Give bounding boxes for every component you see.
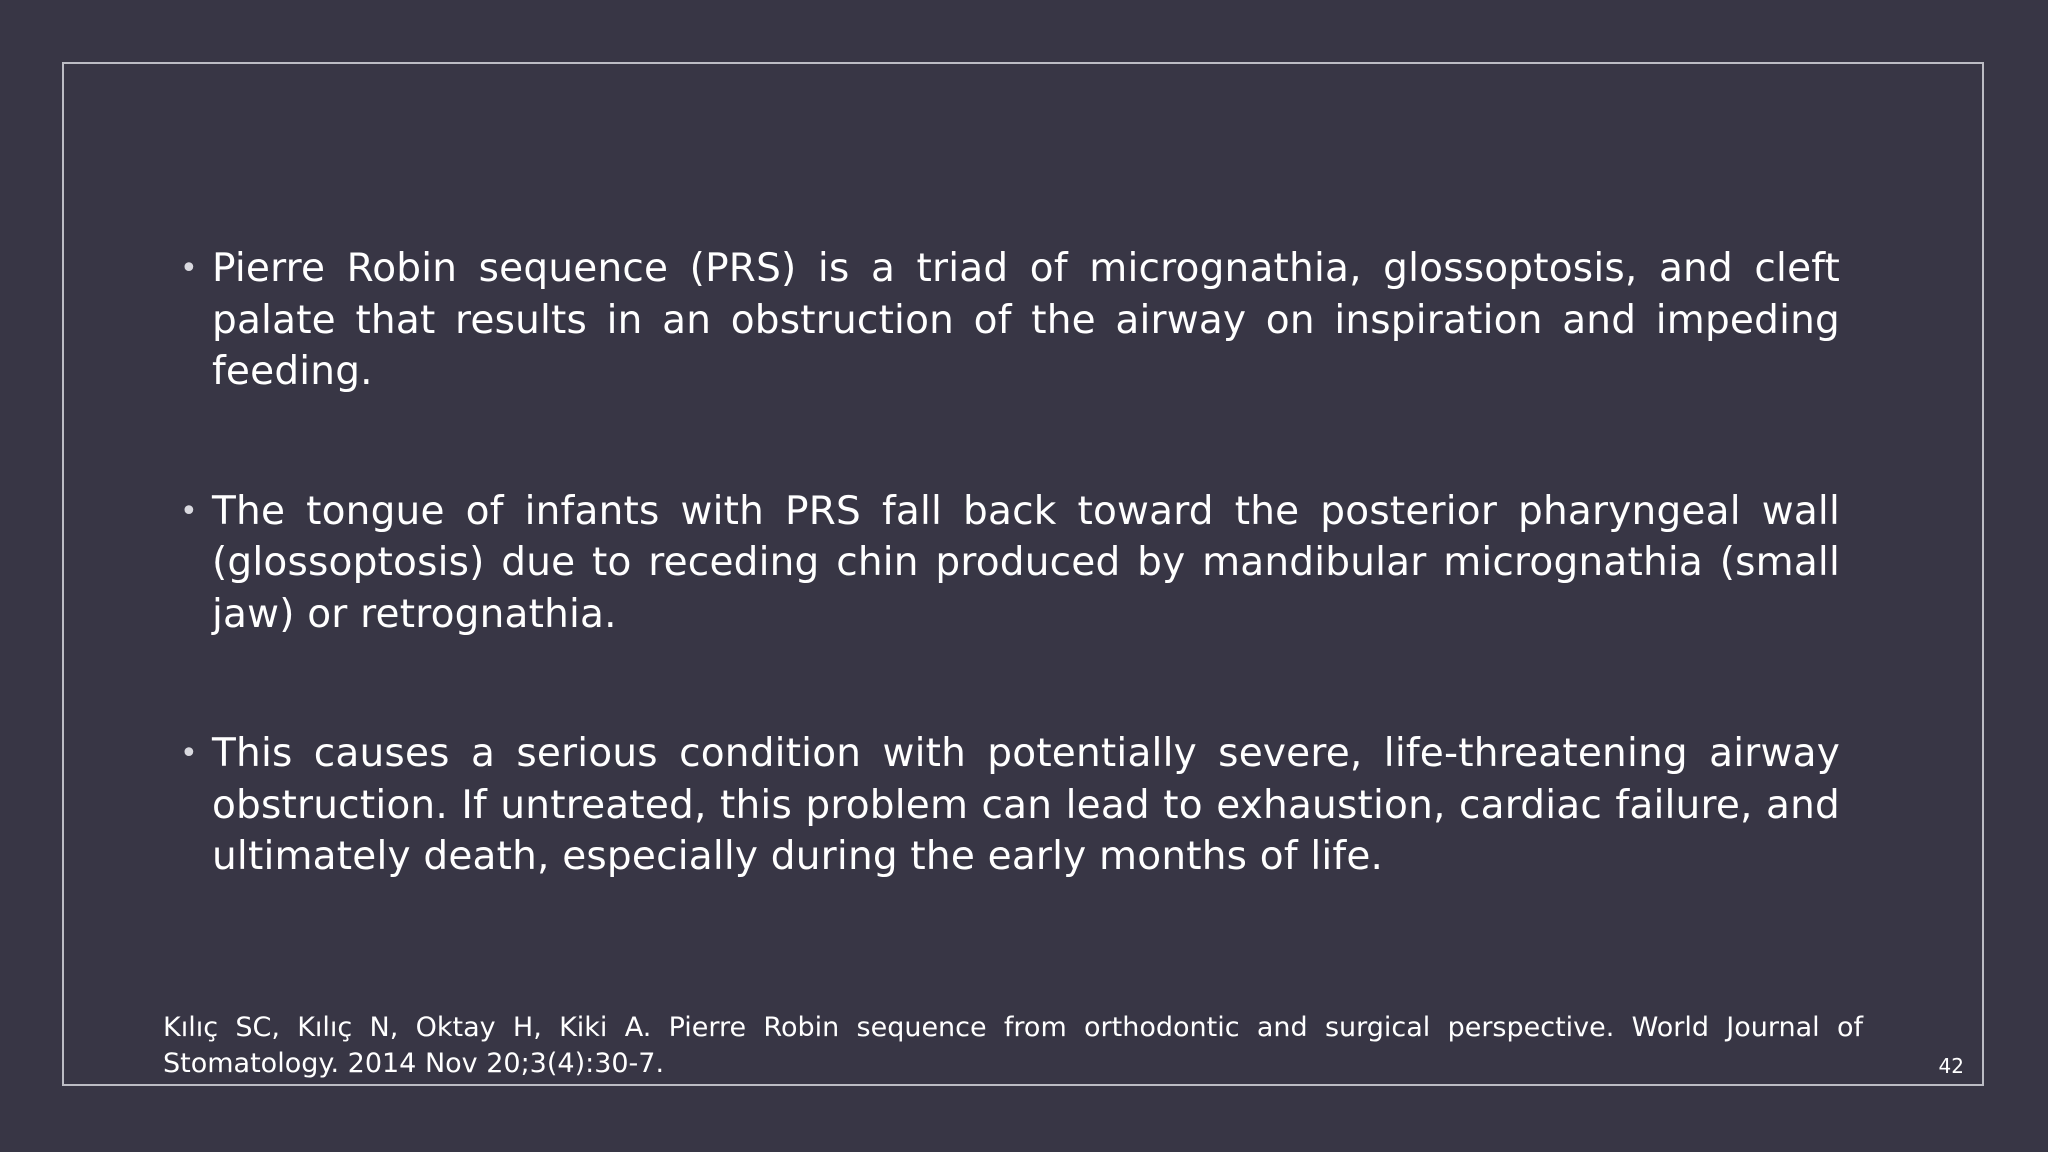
bullet-text: Pierre Robin sequence (PRS) is a triad of micrognathia, glossoptosis, and cleft palate that results in an obstruction of the airway on inspiration and impeding feeding. [212,246,1840,394]
bullet-item [178,486,1840,641]
bullet-marker: • [180,736,198,771]
reference-citation: Kılıç SC, Kılıç N, Oktay H, Kiki A. Pierre Robin sequence from orthodontic and surgical perspective. World Journal of Stomatology. 2014 Nov 20;3(4):30-7. [163,1012,1863,1079]
bullet-list [178,243,1840,883]
bullet-marker: • [180,251,198,286]
bullet-marker: • [180,493,198,529]
bullet-item [178,243,1840,398]
page-number: 42 [1938,1054,1964,1078]
bullet-text: The tongue of infants with PRS fall back toward the posterior pharyngeal wall (glossoptosis) due to receding chin produced by mandibular micrognathia (small jaw) or retrognathia. [212,488,1840,637]
bullet-item [178,728,1840,883]
bullet-text: This causes a serious condition with potentially severe, life-threatening airway obstruction. If untreated, this problem can lead to exhaustion, cardiac failure, and ultimately death, especially during the early months of life. [212,731,1840,879]
